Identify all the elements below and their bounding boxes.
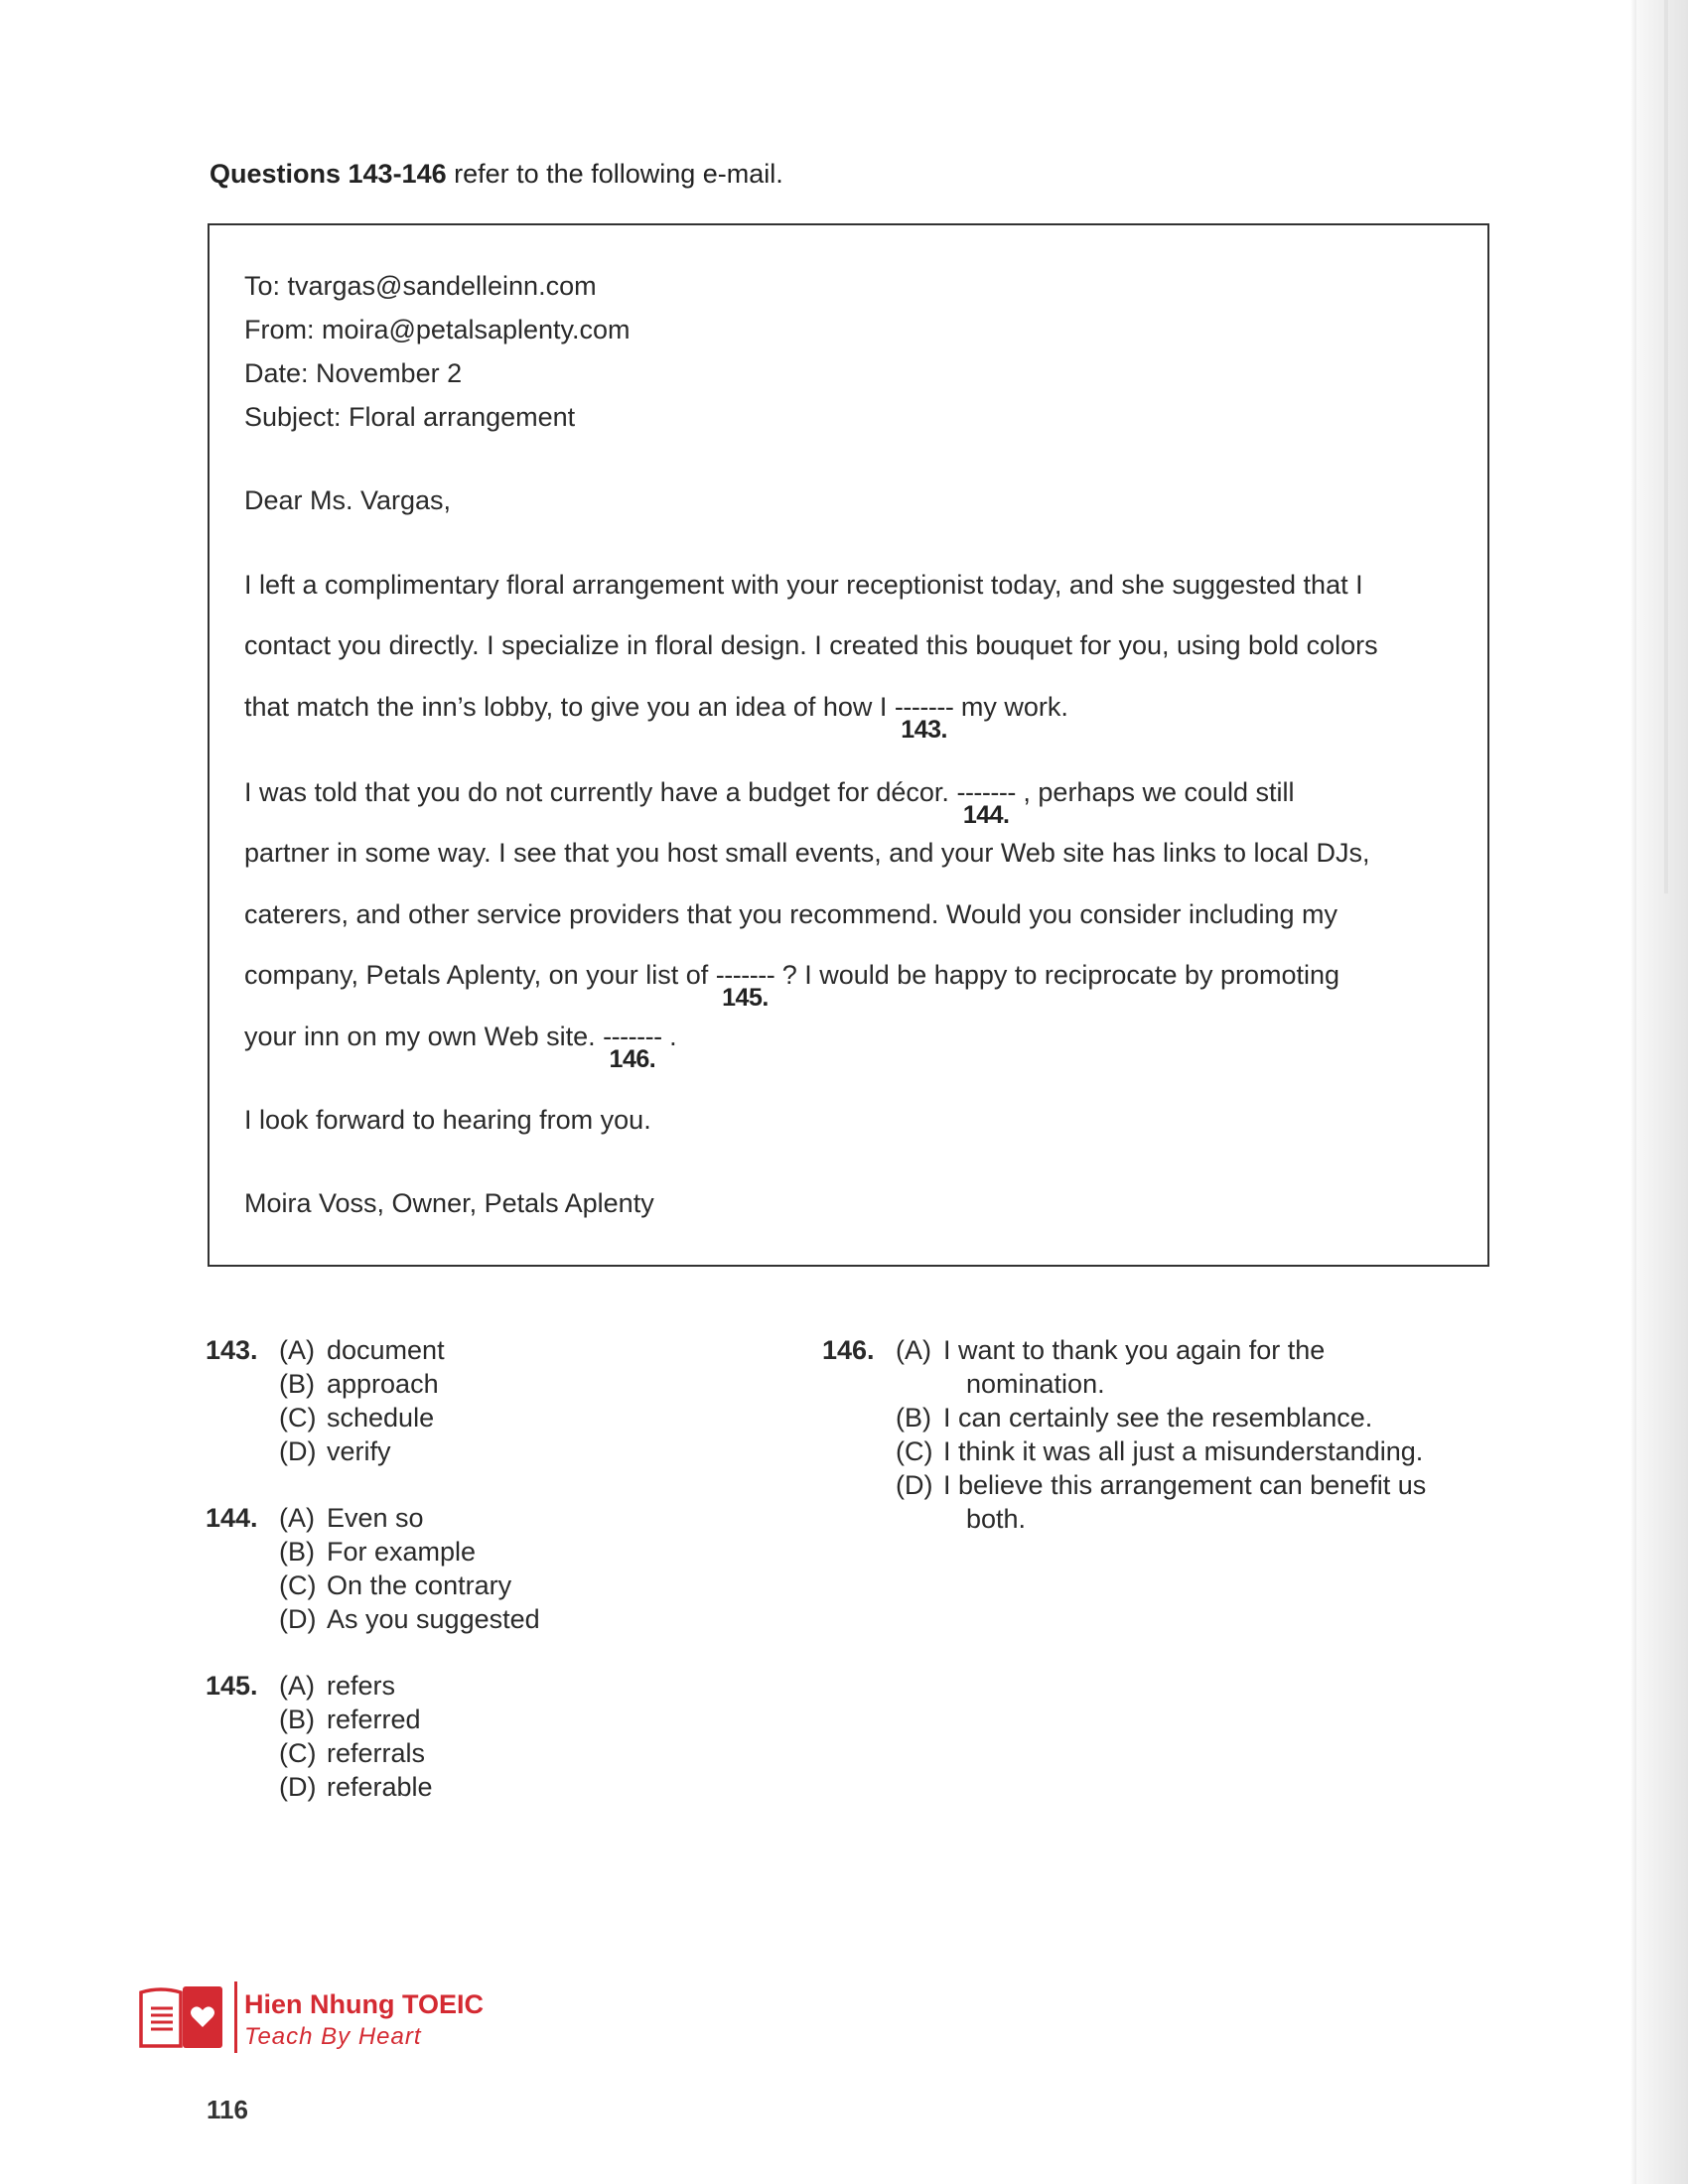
- text-segment: that match the inn’s lobby, to give you an idea of how I: [244, 692, 895, 722]
- answer-option-c[interactable]: [279, 1403, 434, 1433]
- text-segment: company, Petals Aplenty, on your list of: [244, 960, 716, 990]
- text-segment: your inn on my own Web site.: [244, 1022, 604, 1051]
- option-text: I want to thank you again for the: [943, 1335, 1326, 1365]
- page-edge-shadow: [1630, 0, 1688, 2184]
- option-text: As you suggested: [327, 1604, 540, 1634]
- blank-marker: -------: [894, 692, 954, 722]
- logo-divider: [234, 1981, 237, 2053]
- paragraph-line: caterers, and other service providers that you recommend. Would you consider including my: [244, 899, 1338, 929]
- book-heart-logo-icon: [137, 1982, 226, 2052]
- option-letter: (C): [279, 1570, 317, 1600]
- option-letter: (A): [279, 1335, 315, 1365]
- option-text: approach: [327, 1369, 439, 1399]
- paragraph-line: partner in some way. I see that you host small events, and your Web site has links to local DJs,: [244, 838, 1370, 868]
- answer-option-a[interactable]: [896, 1335, 1325, 1366]
- text-segment: I was told that you do not currently have a budget for décor.: [244, 777, 957, 807]
- question-set-intro: [210, 159, 783, 190]
- blank-marker: -------: [715, 960, 775, 990]
- answer-option-c[interactable]: [279, 1570, 511, 1601]
- blank-143: [894, 692, 954, 744]
- email-signature: Moira Voss, Owner, Petals Aplenty: [244, 1188, 654, 1218]
- answer-option-b[interactable]: [279, 1705, 421, 1735]
- option-text-continued: both.: [966, 1504, 1027, 1534]
- brand-tagline: Teach By Heart: [244, 2023, 422, 2050]
- text-segment: , perhaps we could still: [1015, 777, 1295, 807]
- email-subject: Subject: Floral arrangement: [244, 402, 576, 432]
- brand-name: Hien Nhung TOEIC: [244, 1989, 484, 2019]
- option-letter: (D): [279, 1436, 317, 1466]
- text-segment: ? I would be happy to reciprocate by promoting: [774, 960, 1340, 990]
- option-text: verify: [327, 1436, 391, 1466]
- option-letter: (A): [279, 1503, 315, 1533]
- option-text: I think it was all just a misunderstanding.: [943, 1436, 1424, 1466]
- email-from: From: moira@petalsaplenty.com: [244, 315, 631, 344]
- blank-marker: -------: [603, 1022, 662, 1051]
- blank-145: [715, 960, 775, 1012]
- question-number: 145.: [206, 1671, 258, 1701]
- email-greeting: Dear Ms. Vargas,: [244, 485, 452, 515]
- email-date: Date: November 2: [244, 358, 463, 388]
- blank-146: [603, 1022, 662, 1073]
- page-divider: [1664, 0, 1668, 893]
- paragraph-line: I left a complimentary floral arrangement with your receptionist today, and she suggested that I: [244, 570, 1363, 600]
- blank-number: 145.: [722, 984, 769, 1012]
- option-text-continued: nomination.: [966, 1369, 1105, 1399]
- option-text: For example: [327, 1537, 477, 1567]
- option-letter: (A): [279, 1671, 315, 1701]
- blank-number: 146.: [609, 1045, 656, 1073]
- email-to: To: tvargas@sandelleinn.com: [244, 271, 597, 301]
- intro-text: refer to the following e-mail.: [446, 159, 783, 189]
- email-closing: I look forward to hearing from you.: [244, 1105, 651, 1135]
- option-letter: (D): [279, 1604, 317, 1634]
- option-text: document: [327, 1335, 445, 1365]
- answer-option-a[interactable]: [279, 1671, 395, 1702]
- option-letter: (C): [896, 1436, 933, 1466]
- paragraph-line: [244, 1022, 677, 1073]
- option-text: referred: [327, 1705, 421, 1734]
- answer-option-d[interactable]: [279, 1604, 540, 1635]
- question-number: 143.: [206, 1335, 258, 1365]
- option-letter: (C): [279, 1403, 317, 1433]
- paragraph-line: contact you directly. I specialize in floral design. I created this bouquet for you, using bold colors: [244, 630, 1378, 660]
- question-number: 144.: [206, 1503, 258, 1533]
- text-segment: .: [661, 1022, 677, 1051]
- answer-option-d[interactable]: [896, 1470, 1426, 1501]
- answer-option-d[interactable]: [279, 1772, 433, 1803]
- answer-option-a[interactable]: [279, 1503, 424, 1534]
- answer-option-c[interactable]: [896, 1436, 1423, 1467]
- blank-144: [956, 777, 1016, 829]
- page-number: 116: [207, 2095, 248, 2124]
- option-letter: (C): [279, 1738, 317, 1768]
- answer-option-d[interactable]: [279, 1436, 391, 1467]
- option-letter: (A): [896, 1335, 931, 1365]
- option-letter: (D): [896, 1470, 933, 1500]
- answer-option-a[interactable]: [279, 1335, 445, 1366]
- question-number: 146.: [822, 1335, 875, 1365]
- option-letter: (B): [279, 1537, 315, 1567]
- option-text: schedule: [327, 1403, 435, 1433]
- option-letter: (B): [279, 1705, 315, 1734]
- answer-option-c[interactable]: [279, 1738, 425, 1769]
- answer-option-b[interactable]: [896, 1403, 1372, 1433]
- paragraph-line: [244, 692, 1068, 744]
- email-passage: [208, 223, 1489, 1267]
- option-letter: (B): [279, 1369, 315, 1399]
- option-text: referrals: [327, 1738, 426, 1768]
- blank-number: 144.: [962, 801, 1010, 829]
- blank-number: 143.: [901, 716, 947, 744]
- question-range: Questions 143-146: [210, 159, 447, 189]
- option-text: referable: [327, 1772, 433, 1802]
- answer-option-b[interactable]: [279, 1369, 439, 1400]
- option-letter: (B): [896, 1403, 931, 1433]
- paragraph-line: [244, 960, 1340, 1012]
- option-text: On the contrary: [327, 1570, 512, 1600]
- answer-option-b[interactable]: [279, 1537, 476, 1568]
- option-text: I can certainly see the resemblance.: [943, 1403, 1373, 1433]
- option-text: refers: [327, 1671, 396, 1701]
- text-segment: my work.: [953, 692, 1068, 722]
- paragraph-line: [244, 777, 1295, 829]
- option-text: Even so: [327, 1503, 424, 1533]
- option-letter: (D): [279, 1772, 317, 1802]
- blank-marker: -------: [956, 777, 1016, 807]
- option-text: I believe this arrangement can benefit us: [943, 1470, 1427, 1500]
